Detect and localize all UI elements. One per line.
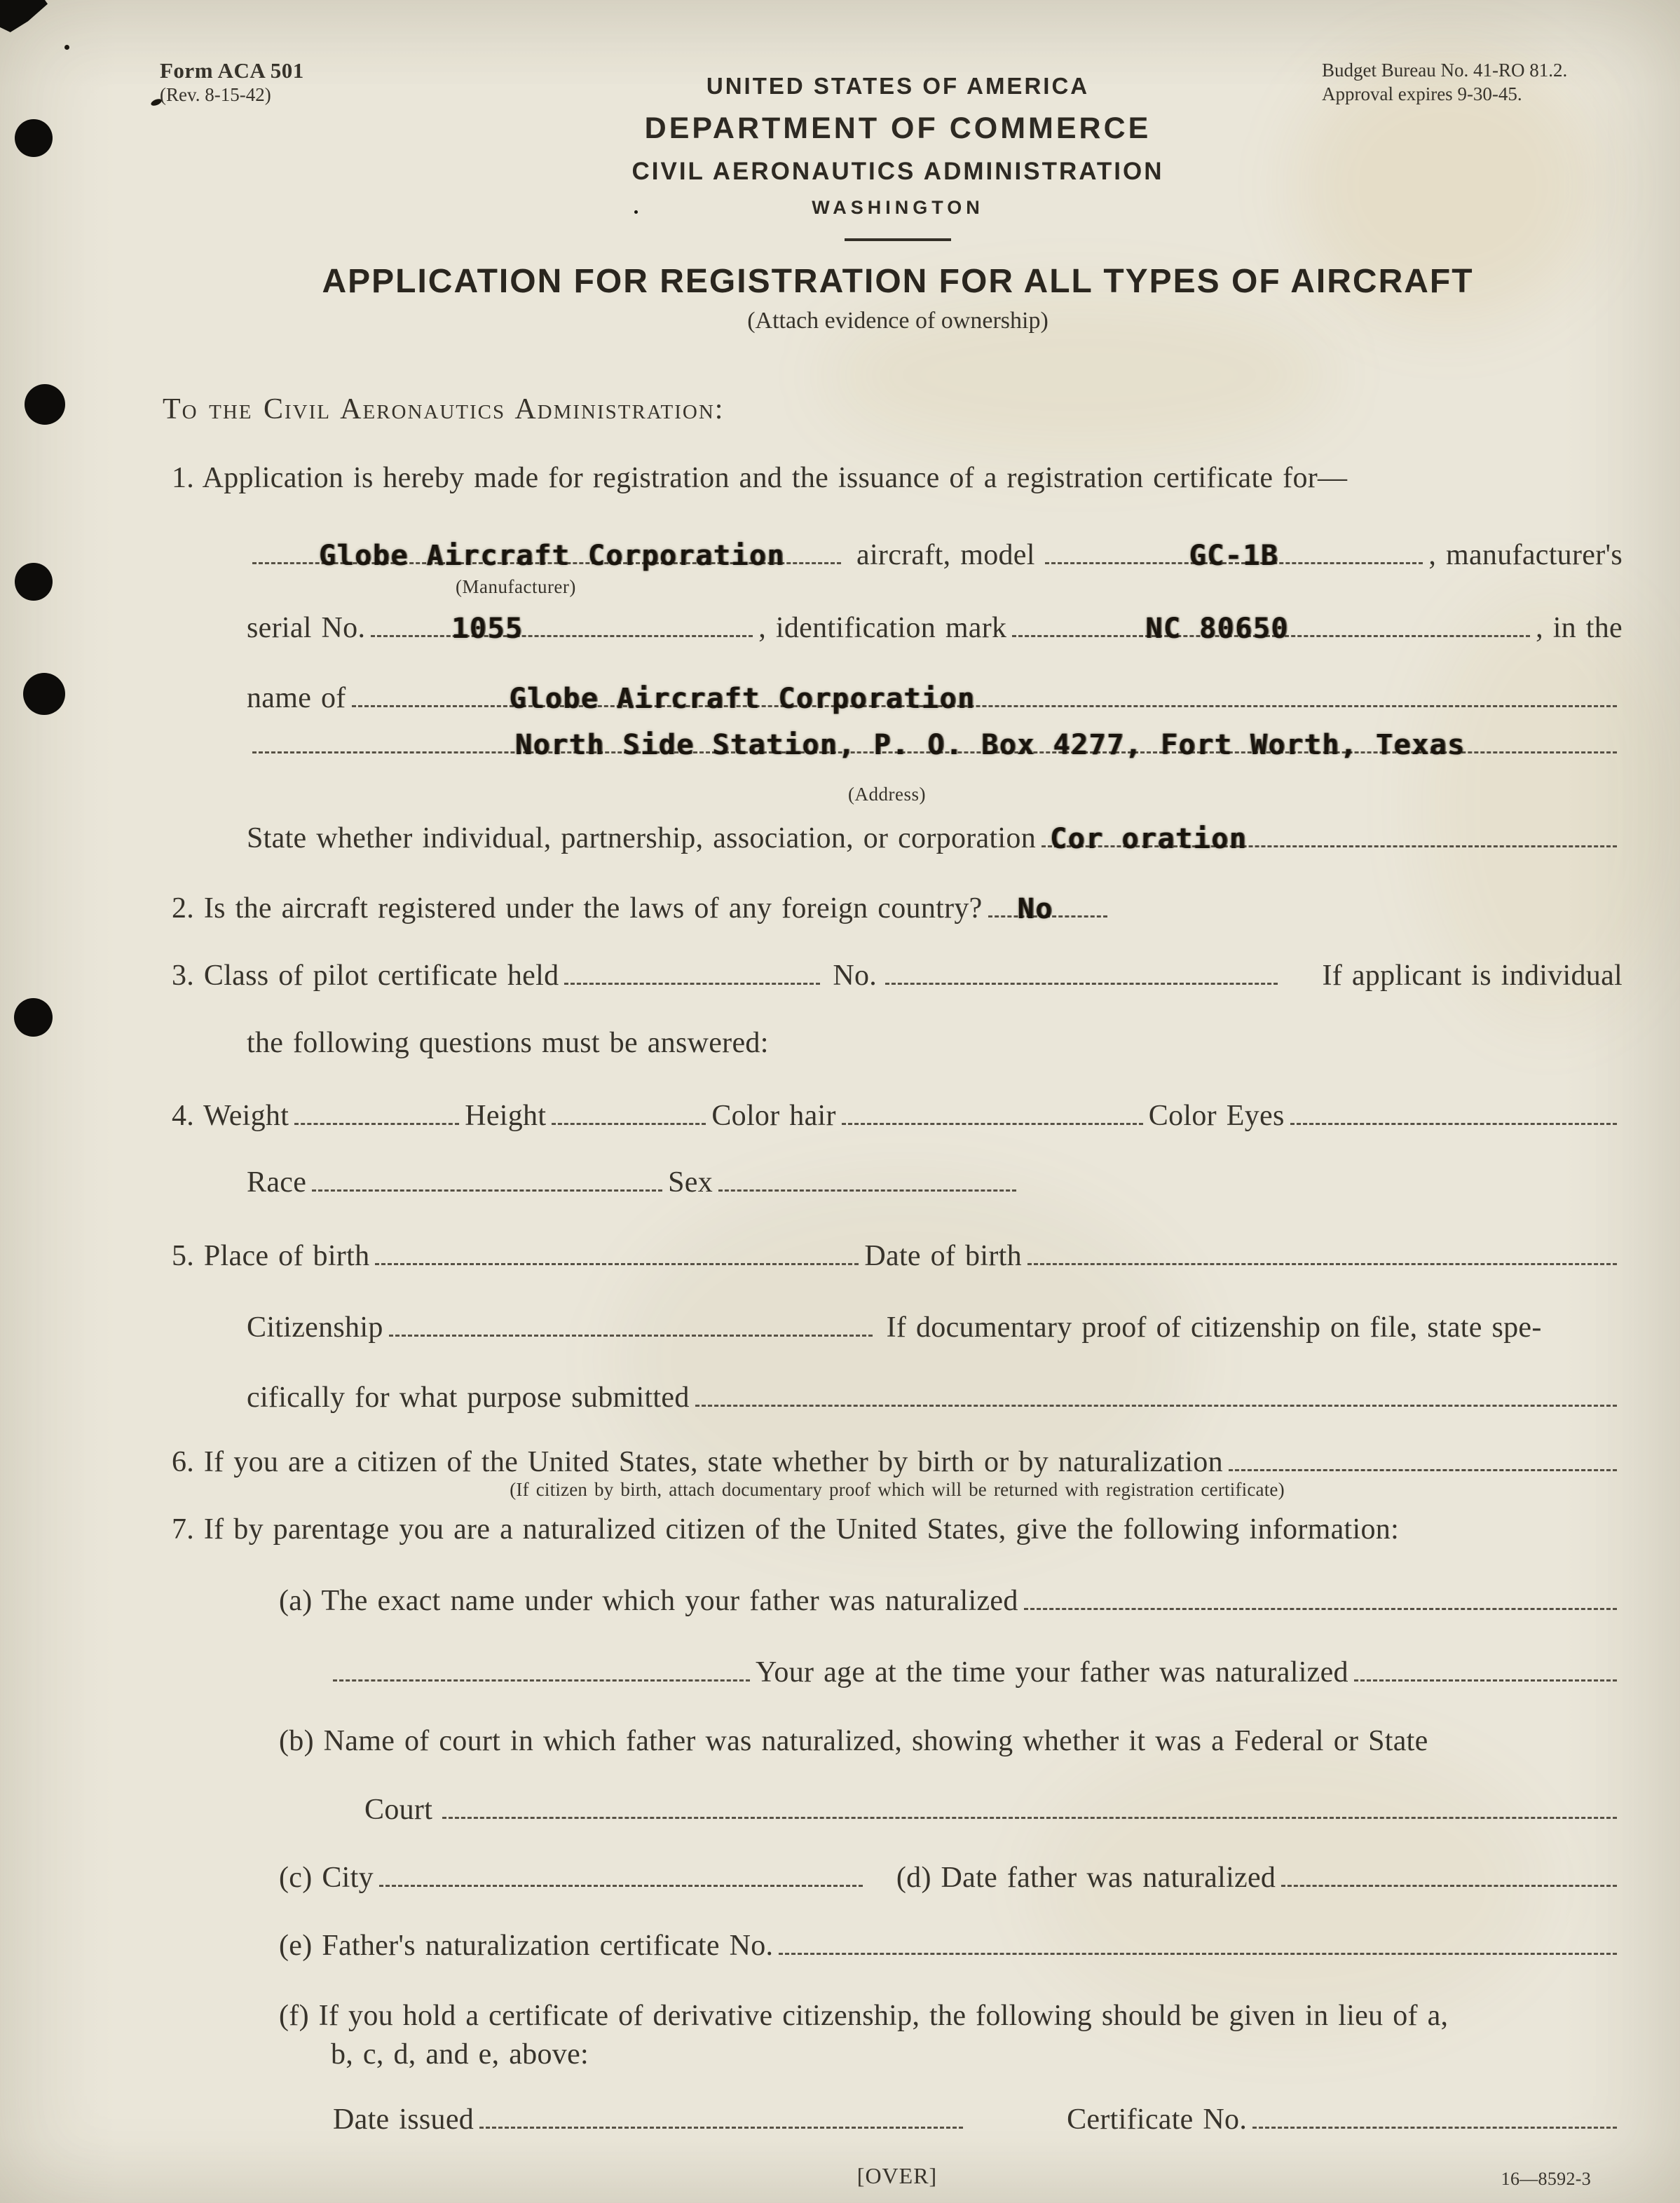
court-label: Court (364, 1794, 433, 1826)
agency-heading (116, 73, 1680, 334)
city-line: WASHINGTON (812, 197, 984, 218)
punch-hole (25, 384, 65, 425)
item1-intro: 1. Application is hereby made for registration and the issuance of a registration certificate for— (172, 462, 1348, 494)
item7a2-row (333, 1656, 1623, 1689)
race-sex-row (247, 1166, 1022, 1199)
manufacturers-suffix: , manufacturer's (1428, 539, 1623, 571)
aircraft-model-label: aircraft, model (856, 539, 1035, 571)
weight-fill-line (294, 1123, 459, 1125)
print-code-row (1501, 2169, 1591, 2190)
salutation-row (163, 393, 724, 426)
item3-continuation-row (247, 1026, 769, 1060)
form-title: APPLICATION FOR REGISTRATION FOR ALL TYPES OF AIRCRAFT (322, 263, 1474, 300)
identification-label: , identification mark (758, 612, 1007, 644)
item7b-row (279, 1724, 1428, 1758)
pilot-certificate-fill-line (564, 983, 820, 985)
court-fill-line (442, 1817, 1617, 1819)
organization-type-typed-value: Cor oration (1050, 823, 1248, 855)
item3-continuation: the following questions must be answered: (247, 1027, 769, 1059)
serial-label: serial No. (247, 612, 366, 644)
item2-label: 2. Is the aircraft registered under the laws of any foreign country? (172, 892, 983, 925)
item7c-label: (c) City (279, 1862, 374, 1894)
court-row (364, 1793, 1623, 1827)
weight-label: 4. Weight (172, 1100, 289, 1132)
budget-bureau-number: Budget Bureau No. 41-RO 81.2. (1322, 60, 1568, 81)
manufacturer-fill-line (252, 540, 841, 572)
print-code: 16—8592-3 (1501, 2169, 1591, 2189)
height-label: Height (465, 1100, 547, 1132)
item7-row (172, 1513, 1399, 1546)
manufacturer-caption: (Manufacturer) (456, 576, 576, 597)
form-number: Form ACA 501 (160, 58, 304, 83)
item7f-row (279, 1999, 1448, 2033)
purpose-fill-line (695, 1405, 1617, 1407)
serial-typed-value: 1055 (451, 613, 524, 645)
manufacturer-model-row (247, 538, 1623, 572)
color-hair-label: Color hair (711, 1100, 836, 1132)
item7d-label: (d) Date father was naturalized (896, 1862, 1276, 1894)
name-of-label: name of (247, 682, 346, 714)
item7f-continuation: b, c, d, and e, above: (331, 2038, 589, 2071)
manufacturer-typed-value: Globe Aircraft Corporation (319, 540, 786, 572)
place-of-birth-fill-line (375, 1263, 859, 1265)
documentary-proof-text: If documentary proof of citizenship on file, state spe- (886, 1311, 1542, 1344)
item7a-row (279, 1584, 1623, 1618)
heading-divider (845, 238, 951, 241)
organization-type-label: State whether individual, partnership, association, or corporation (247, 822, 1037, 854)
your-age-label: Your age at the time your father was naturalized (756, 1656, 1348, 1689)
sex-label: Sex (668, 1166, 713, 1199)
naturalization-certificate-fill-line (779, 1953, 1617, 1955)
item7a-label: (a) The exact name under which your father was naturalized (279, 1585, 1018, 1617)
city-fill-line (379, 1885, 863, 1887)
punch-hole (23, 673, 65, 715)
model-typed-value: GC-1B (1189, 540, 1279, 572)
name-fill-line (352, 683, 1617, 715)
model-fill-line (1045, 540, 1423, 572)
item7f-label: (f) If you hold a certificate of derivative citizenship, the following should be given in lieu of a, (279, 2000, 1449, 2032)
date-issued-label: Date issued (333, 2103, 474, 2136)
certificate-no-label: No. (833, 960, 877, 992)
approval-expiration: Approval expires 9-30-45. (1322, 83, 1522, 104)
date-of-birth-fill-line (1027, 1263, 1617, 1265)
punch-hole (15, 563, 53, 601)
address-row (247, 729, 1623, 761)
date-issued-row (333, 2103, 1623, 2136)
item6-row (172, 1445, 1623, 1479)
item2-row (172, 892, 1623, 925)
department-line: DEPARTMENT OF COMMERCE (644, 111, 1152, 145)
date-naturalized-fill-line (1281, 1885, 1617, 1887)
item7e-row (279, 1929, 1623, 1963)
in-the-suffix: , in the (1536, 612, 1623, 644)
certificate-number-fill-line (885, 983, 1278, 985)
identification-typed-value: NC 80650 (1145, 613, 1289, 645)
scan-corner-blot (0, 0, 48, 32)
citizenship-label: Citizenship (247, 1311, 383, 1344)
sex-fill-line (718, 1189, 1016, 1192)
city-date-row (279, 1861, 1623, 1895)
item7-label: 7. If by parentage you are a naturalized citizen of the United States, give the following information: (172, 1513, 1400, 1546)
father-name-continuation-fill-line (333, 1679, 750, 1682)
address-caption: (Address) (848, 784, 926, 805)
over-row (172, 2163, 1623, 2189)
certificate-number-label: Certificate No. (1067, 2103, 1248, 2136)
administration-line: CIVIL AERONAUTICS ADMINISTRATION (631, 158, 1164, 185)
naturalization-fill-line (1229, 1469, 1617, 1471)
citizenship-fill-line (389, 1335, 873, 1337)
color-eyes-fill-line (1290, 1123, 1617, 1125)
purpose-submitted-text: cifically for what purpose submitted (247, 1382, 690, 1414)
foreign-country-typed-value: No (1017, 893, 1053, 925)
over-indicator: [OVER] (856, 2163, 938, 2188)
item3-suffix: If applicant is individual (1322, 960, 1623, 992)
item6-label: 6. If you are a citizen of the United States, state whether by birth or by naturalization (172, 1446, 1223, 1478)
race-label: Race (247, 1166, 307, 1199)
organization-type-fill-line (1042, 823, 1617, 855)
item5-row (172, 1239, 1623, 1273)
date-of-birth-label: Date of birth (864, 1240, 1022, 1272)
form-subtitle: (Attach evidence of ownership) (747, 308, 1049, 334)
organization-type-row (247, 821, 1623, 855)
punch-hole (15, 119, 53, 157)
item6-note-row (172, 1479, 1623, 1501)
identification-fill-line (1012, 613, 1530, 645)
height-fill-line (552, 1123, 706, 1125)
purpose-row (247, 1381, 1623, 1414)
race-fill-line (312, 1189, 662, 1192)
item7b-label: (b) Name of court in which father was naturalized, showing whether it was a Federal or State (279, 1725, 1428, 1757)
paper-stain (1423, 589, 1675, 1023)
color-eyes-label: Color Eyes (1148, 1100, 1285, 1132)
form-revision: (Rev. 8-15-42) (160, 84, 271, 106)
foreign-country-fill-line (988, 893, 1107, 925)
serial-fill-line (371, 613, 753, 645)
color-hair-fill-line (842, 1123, 1143, 1125)
name-of-row (247, 681, 1623, 715)
item3-label: 3. Class of pilot certificate held (172, 960, 559, 992)
name-typed-value: Globe Aircraft Corporation (509, 683, 976, 715)
item1-intro-row (172, 461, 1623, 495)
item6-note: (If citizen by birth, attach documentary proof which will be returned with registration certificate) (510, 1479, 1285, 1500)
date-issued-fill-line (479, 2127, 963, 2129)
serial-identification-row (247, 611, 1623, 645)
country-line: UNITED STATES OF AMERICA (706, 73, 1090, 99)
address-typed-value: North Side Station, P. O. Box 4277, Fort Worth, Texas (515, 729, 1466, 761)
certificate-number-value-fill-line (1252, 2127, 1617, 2129)
punch-hole (14, 998, 53, 1037)
address-fill-line (252, 729, 1617, 761)
father-name-fill-line (1024, 1608, 1617, 1610)
item3-row (172, 959, 1623, 993)
salutation: To the Civil Aeronautics Administration: (163, 393, 725, 425)
item7e-label: (e) Father's naturalization certificate No. (279, 1930, 774, 1962)
place-of-birth-label: 5. Place of birth (172, 1240, 370, 1272)
ink-speck (64, 45, 69, 50)
citizenship-row (247, 1311, 1623, 1344)
item7f-continuation-row (331, 2038, 589, 2071)
your-age-fill-line (1354, 1679, 1617, 1682)
item4-row (172, 1099, 1623, 1133)
